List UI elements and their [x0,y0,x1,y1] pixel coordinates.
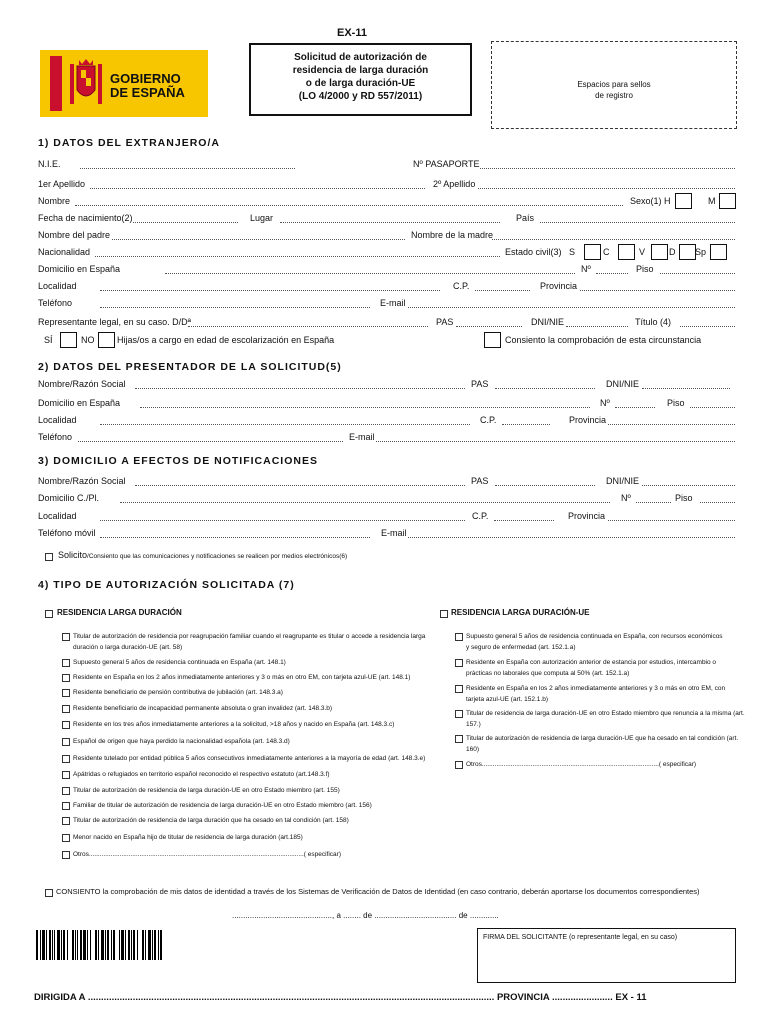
title-box [249,43,472,116]
left-option-9[interactable] [73,770,330,779]
left-option-10[interactable] [73,786,340,795]
pasaporte-label: Nº PASAPORTE [413,159,480,169]
padre-field[interactable] [112,239,405,240]
s3-dni-field[interactable] [642,485,735,486]
consiento-identidad-label [56,886,700,897]
nie-label: N.I.E. [38,159,61,169]
option-checkbox[interactable] [62,817,70,825]
sexo-label: Sexo(1) [630,196,662,206]
option-checkbox[interactable] [62,633,70,641]
ec-c-label: C [603,247,610,257]
s2-provincia-field[interactable] [608,424,735,425]
right-option-3[interactable] [466,684,725,693]
section-2-heading: 2) DATOS DEL PRESENTADOR DE LA SOLICITUD(5) [38,361,342,373]
fecha-nac-field[interactable] [133,222,238,223]
right-option-otros[interactable] [466,760,696,769]
s2-nombre-field[interactable] [135,388,465,389]
cp-label: C.P. [453,281,470,291]
option-checkbox[interactable] [62,787,70,795]
ec-v-label: V [639,247,646,257]
right-option-2[interactable] [466,658,716,667]
option-checkbox[interactable] [455,710,463,718]
form-code: EX-11 [337,27,367,39]
s3-domicilio-label: Domicilio C./Pl. [38,493,100,503]
localidad-label: Localidad [38,281,77,291]
nombre-field[interactable] [75,205,623,206]
s3-nombre-field[interactable] [135,485,465,486]
s2-localidad-label: Localidad [38,415,77,425]
pais-field[interactable] [540,222,735,223]
option-label: Residente tutelado por entidad pública 5 años consecutivos inmediatamente anteriores a la mayoría de edad (art. 148.3.e) [73,755,426,762]
option-label: Residente en España con autorización anterior de estancia por estudios, intercambio o [466,659,717,666]
nacionalidad-label: Nacionalidad [38,247,91,257]
option-label: Supuesto general 5 años de residencia continuada en España (art. 148.1) [73,659,286,666]
apellido2-label: 2º Apellido [433,179,476,189]
left-option-1[interactable] [73,632,425,641]
title-line-1: Solicitud de autorización de [294,52,427,63]
right-option-5[interactable] [466,734,738,743]
logo [40,50,208,117]
solicito-rest: /Consiento que las comunicaciones y notificaciones se realicen por medios electrónicos(6) [87,553,348,560]
hijos-si-checkbox[interactable] [60,332,77,348]
s3-piso-label: Piso [675,493,693,503]
right-option-2-cont [466,669,629,678]
ec-d-label: D [669,247,676,257]
s2-dni-field[interactable] [642,388,730,389]
s2-num-field[interactable] [615,407,655,408]
s3-localidad-field[interactable] [100,520,465,521]
s3-provincia-field[interactable] [608,520,735,521]
left-option-otros[interactable] [73,850,341,859]
option-label: Titular de autorización de residencia de larga duración-UE en otro Estado miembro (art. 155) [73,787,340,794]
option-label: prácticas no laborales que computa al 50% (art. 152.1.a) [466,670,630,677]
section-4-heading: 4) TIPO DE AUTORIZACIÓN SOLICITADA (7) [38,579,295,591]
left-option-8[interactable] [73,754,425,763]
option-label: y seguro de enfermedad (art. 152.1.a) [466,644,576,651]
left-option-4[interactable] [73,688,283,697]
option-checkbox[interactable] [62,771,70,779]
option-label: Residente beneficiario de pensión contributiva de jubilación (art. 148.3.a) [73,689,283,696]
option-checkbox[interactable] [62,689,70,697]
no-label: NO [81,335,95,345]
ec-d-checkbox[interactable] [679,244,696,260]
right-option-4-cont [466,720,481,729]
left-option-1-cont [73,643,182,652]
si-label: SÍ [44,335,53,345]
s3-nombre-label: Nombre/Razón Social [38,476,126,486]
left-option-12[interactable] [73,816,349,825]
option-checkbox[interactable] [455,735,463,743]
consiento-hijos-checkbox[interactable] [484,332,501,348]
s3-domicilio-field[interactable] [120,502,610,503]
right-option-1[interactable] [466,632,723,641]
option-label: Residente en España en los 2 años inmediatamente anteriores y 3 o más en otro EM, con tarjeta azul-UE (art. 148.1) [73,674,411,681]
logo-text-line2: DE ESPAÑA [110,85,185,100]
apellido2-field[interactable] [478,188,735,189]
s3-provincia-label: Provincia [568,511,606,521]
option-label: Residente en los tres años inmediatamente anteriores a la solicitud, >18 años y nacido en España (art. 148.3.c) [73,721,395,728]
signature-box[interactable] [477,928,736,983]
left-option-7[interactable] [73,737,290,746]
option-label: Familiar de titular de autorización de residencia de larga duración-UE en otro Estado miembro (art. 156) [73,802,372,809]
title-line-4: (LO 4/2000 y RD 557/2011) [298,91,423,102]
firma-label: FIRMA DEL SOLICITANTE (o representante legal, en su caso) [483,934,678,941]
option-checkbox[interactable] [62,738,70,746]
s2-num-label: Nº [600,398,610,408]
right-option-3-cont [466,695,548,704]
s3-telefono-label: Teléfono móvil [38,528,96,538]
hijos-label: Hijas/os a cargo en edad de escolarización en España [117,335,335,345]
s2-telefono-label: Teléfono [38,432,73,442]
domicilio-label: Domicilio en España [38,264,121,274]
s2-telefono-field[interactable] [78,441,343,442]
s2-provincia-label: Provincia [569,415,607,425]
domicilio-field[interactable] [165,273,575,274]
telefono-label: Teléfono [38,298,73,308]
piso-label: Piso [636,264,654,274]
right-option-5-cont [466,745,479,754]
stamp-text-2: de registro [595,91,633,100]
option-label: Menor nacido en España hijo de titular de residencia de larga duración (art.185) [73,834,303,841]
section-1-heading: 1) DATOS DEL EXTRANJERO/A [38,137,220,149]
s2-cp-field[interactable] [502,424,550,425]
larga-duracion-checkbox[interactable] [45,610,53,618]
s3-email-field[interactable] [408,537,735,538]
larga-duracion-title: RESIDENCIA LARGA DURACIÓN [57,608,182,617]
right-option-4[interactable] [466,709,745,718]
representante-label: Representante legal, en su caso. D/Dª [38,317,191,327]
s2-nombre-label: Nombre/Razón Social [38,379,126,389]
s3-pas-field[interactable] [495,485,595,486]
option-checkbox[interactable] [455,633,463,641]
s2-email-field[interactable] [376,441,735,442]
section-3-heading: 3) DOMICILIO A EFECTOS DE NOTIFICACIONES [38,455,318,467]
piso-field[interactable] [660,273,735,274]
consiento-hijos-label: Consiento la comprobación de esta circunstancia [505,335,702,345]
pasaporte-field[interactable] [480,168,735,169]
s2-pas-field[interactable] [495,388,595,389]
option-checkbox[interactable] [455,761,463,769]
apellido1-label: 1er Apellido [38,179,86,189]
s3-pas-label: PAS [471,476,489,486]
s2-pas-label: PAS [471,379,489,389]
option-checkbox[interactable] [62,851,70,859]
cp-field[interactable] [475,290,530,291]
left-option-13[interactable] [73,833,303,842]
titulo-field[interactable] [680,326,735,327]
s3-localidad-label: Localidad [38,511,77,521]
s2-email-label: E-mail [349,432,375,442]
lugar-label: Lugar [250,213,274,223]
option-checkbox[interactable] [62,755,70,763]
fecha-nac-label: Fecha de nacimiento(2) [38,213,133,223]
ec-s-checkbox[interactable] [584,244,601,260]
s2-cp-label: C.P. [480,415,497,425]
option-label: Apátridas o refugiados en territorio español reconocido el respectivo estatuto (art.148.3.f) [73,771,330,778]
email-field[interactable] [408,307,735,308]
apellido1-field[interactable] [90,188,425,189]
localidad-field[interactable] [100,290,440,291]
option-label: Titular de residencia de larga duración-UE en otro Estado miembro que renuncia a la misma (art. [466,710,745,717]
s3-num-field[interactable] [636,502,671,503]
nacionalidad-field[interactable] [95,256,500,257]
left-option-11[interactable] [73,801,372,810]
provincia-field[interactable] [580,290,735,291]
option-label: 157.) [466,721,481,728]
s3-num-label: Nº [621,493,631,503]
ec-c-checkbox[interactable] [618,244,635,260]
solicito-label [58,550,347,561]
option-label: Otros..................................................................................................( especificar) [466,761,697,768]
rep-dni-field[interactable] [566,326,628,327]
right-option-1-cont [466,643,575,652]
ec-sp-checkbox[interactable] [710,244,727,260]
s2-piso-field[interactable] [690,407,735,408]
s2-domicilio-field[interactable] [140,407,590,408]
option-checkbox[interactable] [455,685,463,693]
madre-label: Nombre de la madre [411,230,494,240]
left-option-2[interactable] [73,658,286,667]
option-checkbox[interactable] [62,659,70,667]
ec-sp-label: Sp [695,247,707,257]
s3-piso-field[interactable] [700,502,735,503]
option-label: Residente beneficiario de incapacidad permanente absoluta o gran invalidez (art. 148.3.b) [73,705,333,712]
option-label: tarjeta azul-UE (art. 152.1.b) [466,696,549,703]
num-field[interactable] [596,273,628,274]
left-option-5[interactable] [73,704,332,713]
ec-v-checkbox[interactable] [651,244,668,260]
s2-piso-label: Piso [667,398,685,408]
rep-dni-label: DNI/NIE [531,317,565,327]
option-label: Titular de autorización de residencia de larga duración-UE que ha cesado en tal condición (art. [466,735,739,742]
left-option-6[interactable] [73,720,394,729]
sexo-h-checkbox[interactable] [675,193,692,209]
sexo-m-label: M [708,196,716,206]
s3-email-label: E-mail [381,528,407,538]
logo-red-stripe [50,56,62,111]
lugar-field[interactable] [280,222,500,223]
option-label: 160) [466,746,480,753]
option-checkbox[interactable] [62,721,70,729]
pais-label: País [516,213,535,223]
solicito-word: Solicito [58,550,88,560]
date-line[interactable]: ............................................., a ........ de ..................................... de ............. [232,911,499,920]
consiento-word: CONSIENTO [56,887,101,896]
madre-field[interactable] [492,239,735,240]
option-label: Titular de autorización de residencia por reagrupación familiar cuando el reagrupante es titular o accede a residencia larga [73,633,426,640]
rep-pas-label: PAS [436,317,454,327]
hijos-no-checkbox[interactable] [98,332,115,348]
option-checkbox[interactable] [62,674,70,682]
estado-civil-label: Estado civil(3) [505,247,562,257]
option-checkbox[interactable] [62,705,70,713]
option-label: Español de origen que haya perdido la nacionalidad española (art. 148.3.d) [73,738,290,745]
sexo-h-label: H [664,196,671,206]
padre-label: Nombre del padre [38,230,111,240]
dirigida-line: DIRIGIDA A .......................................................................................................................................................... PROVINCIA ....................... EX - 11 [34,992,647,1003]
nie-field[interactable] [80,168,295,169]
representante-field[interactable] [188,326,428,327]
option-label: Residente en España en los 2 años inmediatamente anteriores y 3 o más en otro EM, con [466,685,726,692]
rep-pas-field[interactable] [456,326,522,327]
stamp-text-1: Espacios para sellos [577,80,651,89]
sexo-m-checkbox[interactable] [719,193,736,209]
provincia-label: Provincia [540,281,578,291]
solicito-checkbox[interactable] [45,553,53,561]
num-label: Nº [581,264,591,274]
option-checkbox[interactable] [455,659,463,667]
logo-text-line1: GOBIERNO [110,71,181,86]
ec-s-label: S [569,247,576,257]
s3-cp-field[interactable] [494,520,554,521]
s3-dni-label: DNI/NIE [606,476,640,486]
nombre-label: Nombre [38,196,71,206]
larga-duracion-ue-checkbox[interactable] [440,610,448,618]
s3-cp-label: C.P. [472,511,489,521]
s3-telefono-field[interactable] [100,537,370,538]
option-checkbox[interactable] [62,834,70,842]
option-label: Supuesto general 5 años de residencia continuada en España, con recursos económicos [466,633,723,640]
barcode [36,930,226,960]
consiento-identidad-checkbox[interactable] [45,889,53,897]
option-label: Titular de autorización de residencia de larga duración que ha cesado en tal condición (art. 158) [73,817,349,824]
email-label: E-mail [380,298,406,308]
stamp-box [491,41,737,129]
coat-of-arms-icon [68,56,104,111]
left-option-3[interactable] [73,673,410,682]
option-label: Otros.......................................................................................................................( especificar) [73,851,341,858]
option-checkbox[interactable] [62,802,70,810]
title-line-2: residencia de larga duración [292,65,429,76]
telefono-field[interactable] [100,307,370,308]
s2-domicilio-label: Domicilio en España [38,398,121,408]
larga-duracion-ue-title: RESIDENCIA LARGA DURACIÓN-UE [451,608,590,617]
title-line-3: o de larga duración-UE [305,78,416,89]
consiento-rest: la comprobación de mis datos de identidad a través de los Sistemas de Verificación de Datos de Identidad (en caso contrario, deberán aportarse los documentos correspondientes) [100,887,700,896]
s2-localidad-field[interactable] [100,424,470,425]
option-label: duración o larga duración-UE (art. 58) [73,644,183,651]
titulo-label: Título (4) [635,317,672,327]
s2-dni-label: DNI/NIE [606,379,640,389]
